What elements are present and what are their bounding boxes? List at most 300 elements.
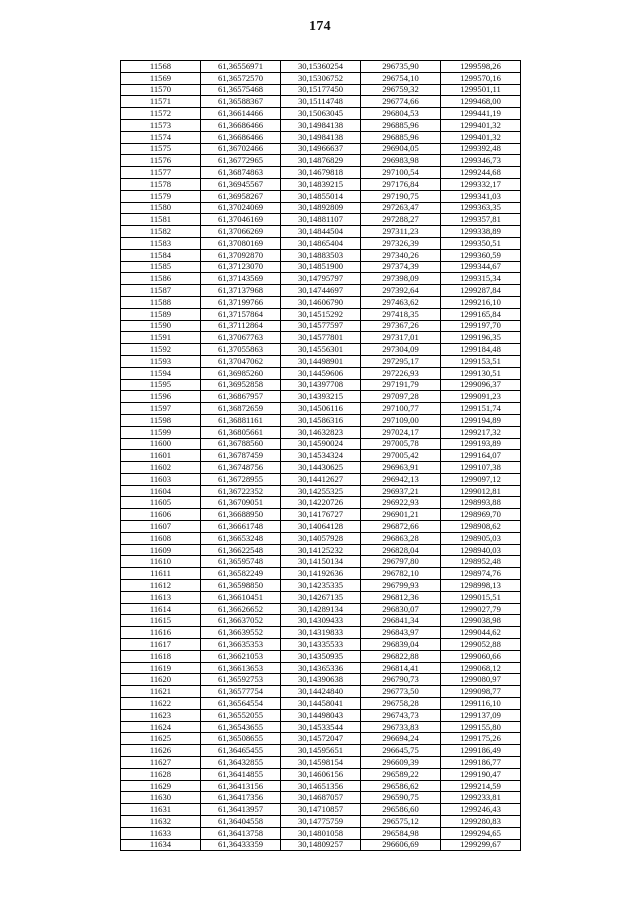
longitude-cell: 30,14844504 bbox=[281, 226, 361, 238]
latitude-cell: 61,36621053 bbox=[201, 650, 281, 662]
longitude-cell: 30,14839215 bbox=[281, 178, 361, 190]
longitude-cell: 30,14192636 bbox=[281, 568, 361, 580]
table-row bbox=[121, 426, 521, 438]
latitude-cell: 61,36598850 bbox=[201, 580, 281, 592]
table-row bbox=[121, 816, 521, 828]
point-number-cell: 11625 bbox=[121, 733, 201, 745]
latitude-cell: 61,36805661 bbox=[201, 426, 281, 438]
point-number-cell: 11621 bbox=[121, 686, 201, 698]
longitude-cell: 30,14606790 bbox=[281, 296, 361, 308]
x-coordinate-cell: 296872,66 bbox=[361, 521, 441, 533]
longitude-cell: 30,14556301 bbox=[281, 344, 361, 356]
latitude-cell: 61,36588367 bbox=[201, 96, 281, 108]
y-coordinate-cell: 1299363,35 bbox=[441, 202, 521, 214]
x-coordinate-cell: 297190,75 bbox=[361, 190, 441, 202]
latitude-cell: 61,36686466 bbox=[201, 131, 281, 143]
table-row bbox=[121, 167, 521, 179]
x-coordinate-cell: 296743,73 bbox=[361, 709, 441, 721]
table-row bbox=[121, 367, 521, 379]
longitude-cell: 30,15114748 bbox=[281, 96, 361, 108]
coordinates-table bbox=[120, 60, 521, 851]
point-number-cell: 11616 bbox=[121, 627, 201, 639]
point-number-cell: 11617 bbox=[121, 639, 201, 651]
point-number-cell: 11605 bbox=[121, 497, 201, 509]
point-number-cell: 11574 bbox=[121, 131, 201, 143]
table-row bbox=[121, 320, 521, 332]
y-coordinate-cell: 1299197,70 bbox=[441, 320, 521, 332]
latitude-cell: 61,36413957 bbox=[201, 804, 281, 816]
y-coordinate-cell: 1299341,03 bbox=[441, 190, 521, 202]
x-coordinate-cell: 297191,79 bbox=[361, 379, 441, 391]
latitude-cell: 61,36722352 bbox=[201, 485, 281, 497]
table-row bbox=[121, 509, 521, 521]
y-coordinate-cell: 1299153,51 bbox=[441, 355, 521, 367]
longitude-cell: 30,14350935 bbox=[281, 650, 361, 662]
latitude-cell: 61,36613653 bbox=[201, 662, 281, 674]
x-coordinate-cell: 296733,83 bbox=[361, 721, 441, 733]
table-row bbox=[121, 96, 521, 108]
table-row bbox=[121, 143, 521, 155]
longitude-cell: 30,14966637 bbox=[281, 143, 361, 155]
point-number-cell: 11611 bbox=[121, 568, 201, 580]
longitude-cell: 30,14679818 bbox=[281, 167, 361, 179]
y-coordinate-cell: 1299468,00 bbox=[441, 96, 521, 108]
x-coordinate-cell: 297340,26 bbox=[361, 249, 441, 261]
x-coordinate-cell: 296841,34 bbox=[361, 615, 441, 627]
longitude-cell: 30,14393215 bbox=[281, 391, 361, 403]
point-number-cell: 11570 bbox=[121, 84, 201, 96]
x-coordinate-cell: 296589,22 bbox=[361, 768, 441, 780]
table-row bbox=[121, 591, 521, 603]
page-number: 174 bbox=[309, 19, 331, 34]
table-row bbox=[121, 214, 521, 226]
longitude-cell: 30,14687057 bbox=[281, 792, 361, 804]
table-row bbox=[121, 72, 521, 84]
table-row bbox=[121, 273, 521, 285]
latitude-cell: 61,36622548 bbox=[201, 544, 281, 556]
latitude-cell: 61,36577754 bbox=[201, 686, 281, 698]
point-number-cell: 11589 bbox=[121, 308, 201, 320]
point-number-cell: 11608 bbox=[121, 532, 201, 544]
table-row bbox=[121, 296, 521, 308]
table-row bbox=[121, 497, 521, 509]
point-number-cell: 11593 bbox=[121, 355, 201, 367]
x-coordinate-cell: 296904,05 bbox=[361, 143, 441, 155]
y-coordinate-cell: 1299155,80 bbox=[441, 721, 521, 733]
y-coordinate-cell: 1299190,47 bbox=[441, 768, 521, 780]
table-row bbox=[121, 285, 521, 297]
point-number-cell: 11597 bbox=[121, 403, 201, 415]
y-coordinate-cell: 1299164,07 bbox=[441, 450, 521, 462]
latitude-cell: 61,36709051 bbox=[201, 497, 281, 509]
y-coordinate-cell: 1298993,88 bbox=[441, 497, 521, 509]
point-number-cell: 11622 bbox=[121, 698, 201, 710]
longitude-cell: 30,14881107 bbox=[281, 214, 361, 226]
x-coordinate-cell: 297304,09 bbox=[361, 344, 441, 356]
table-row bbox=[121, 438, 521, 450]
x-coordinate-cell: 297226,93 bbox=[361, 367, 441, 379]
y-coordinate-cell: 1299338,89 bbox=[441, 226, 521, 238]
y-coordinate-cell: 1298908,62 bbox=[441, 521, 521, 533]
latitude-cell: 61,36945567 bbox=[201, 178, 281, 190]
point-number-cell: 11627 bbox=[121, 757, 201, 769]
x-coordinate-cell: 297109,00 bbox=[361, 414, 441, 426]
point-number-cell: 11573 bbox=[121, 119, 201, 131]
x-coordinate-cell: 296694,24 bbox=[361, 733, 441, 745]
point-number-cell: 11634 bbox=[121, 839, 201, 851]
table-row bbox=[121, 379, 521, 391]
y-coordinate-cell: 1299027,79 bbox=[441, 603, 521, 615]
longitude-cell: 30,14309433 bbox=[281, 615, 361, 627]
longitude-cell: 30,14984138 bbox=[281, 131, 361, 143]
x-coordinate-cell: 297288,27 bbox=[361, 214, 441, 226]
longitude-cell: 30,14064128 bbox=[281, 521, 361, 533]
point-number-cell: 11613 bbox=[121, 591, 201, 603]
longitude-cell: 30,14498043 bbox=[281, 709, 361, 721]
latitude-cell: 61,36958267 bbox=[201, 190, 281, 202]
table-row bbox=[121, 627, 521, 639]
y-coordinate-cell: 1299107,38 bbox=[441, 462, 521, 474]
point-number-cell: 11594 bbox=[121, 367, 201, 379]
y-coordinate-cell: 1298998,13 bbox=[441, 580, 521, 592]
table-row bbox=[121, 202, 521, 214]
longitude-cell: 30,14255325 bbox=[281, 485, 361, 497]
latitude-cell: 61,36552055 bbox=[201, 709, 281, 721]
point-number-cell: 11586 bbox=[121, 273, 201, 285]
point-number-cell: 11578 bbox=[121, 178, 201, 190]
latitude-cell: 61,36661748 bbox=[201, 521, 281, 533]
y-coordinate-cell: 1299137,09 bbox=[441, 709, 521, 721]
table-row bbox=[121, 603, 521, 615]
table-row bbox=[121, 615, 521, 627]
point-number-cell: 11615 bbox=[121, 615, 201, 627]
x-coordinate-cell: 297311,23 bbox=[361, 226, 441, 238]
longitude-cell: 30,14577597 bbox=[281, 320, 361, 332]
point-number-cell: 11619 bbox=[121, 662, 201, 674]
y-coordinate-cell: 1299098,77 bbox=[441, 686, 521, 698]
x-coordinate-cell: 297263,47 bbox=[361, 202, 441, 214]
x-coordinate-cell: 296885,96 bbox=[361, 131, 441, 143]
latitude-cell: 61,36404558 bbox=[201, 816, 281, 828]
y-coordinate-cell: 1299570,16 bbox=[441, 72, 521, 84]
longitude-cell: 30,14459606 bbox=[281, 367, 361, 379]
x-coordinate-cell: 296773,50 bbox=[361, 686, 441, 698]
y-coordinate-cell: 1299350,51 bbox=[441, 237, 521, 249]
latitude-cell: 61,36637052 bbox=[201, 615, 281, 627]
table-row bbox=[121, 757, 521, 769]
y-coordinate-cell: 1299294,65 bbox=[441, 827, 521, 839]
table-row bbox=[121, 721, 521, 733]
table-row bbox=[121, 414, 521, 426]
longitude-cell: 30,14809257 bbox=[281, 839, 361, 851]
y-coordinate-cell: 1299392,48 bbox=[441, 143, 521, 155]
point-number-cell: 11585 bbox=[121, 261, 201, 273]
table-row bbox=[121, 155, 521, 167]
table-row bbox=[121, 568, 521, 580]
latitude-cell: 61,37199766 bbox=[201, 296, 281, 308]
point-number-cell: 11587 bbox=[121, 285, 201, 297]
table-row bbox=[121, 344, 521, 356]
latitude-cell: 61,36728955 bbox=[201, 473, 281, 485]
longitude-cell: 30,14775759 bbox=[281, 816, 361, 828]
table-row bbox=[121, 391, 521, 403]
latitude-cell: 61,36788560 bbox=[201, 438, 281, 450]
table-row bbox=[121, 780, 521, 792]
table-row bbox=[121, 792, 521, 804]
longitude-cell: 30,14220726 bbox=[281, 497, 361, 509]
y-coordinate-cell: 1299441,19 bbox=[441, 108, 521, 120]
latitude-cell: 61,37157864 bbox=[201, 308, 281, 320]
point-number-cell: 11595 bbox=[121, 379, 201, 391]
latitude-cell: 61,36592753 bbox=[201, 674, 281, 686]
y-coordinate-cell: 1299401,32 bbox=[441, 119, 521, 131]
longitude-cell: 30,14150134 bbox=[281, 556, 361, 568]
x-coordinate-cell: 296782,10 bbox=[361, 568, 441, 580]
x-coordinate-cell: 297176,84 bbox=[361, 178, 441, 190]
longitude-cell: 30,14801058 bbox=[281, 827, 361, 839]
point-number-cell: 11575 bbox=[121, 143, 201, 155]
point-number-cell: 11577 bbox=[121, 167, 201, 179]
y-coordinate-cell: 1298974,76 bbox=[441, 568, 521, 580]
y-coordinate-cell: 1299060,66 bbox=[441, 650, 521, 662]
y-coordinate-cell: 1299598,26 bbox=[441, 61, 521, 73]
table-row bbox=[121, 226, 521, 238]
point-number-cell: 11631 bbox=[121, 804, 201, 816]
point-number-cell: 11630 bbox=[121, 792, 201, 804]
latitude-cell: 61,36872659 bbox=[201, 403, 281, 415]
latitude-cell: 61,37046169 bbox=[201, 214, 281, 226]
y-coordinate-cell: 1299344,67 bbox=[441, 261, 521, 273]
latitude-cell: 61,37066269 bbox=[201, 226, 281, 238]
table-row bbox=[121, 108, 521, 120]
point-number-cell: 11628 bbox=[121, 768, 201, 780]
latitude-cell: 61,36874863 bbox=[201, 167, 281, 179]
latitude-cell: 61,36772965 bbox=[201, 155, 281, 167]
latitude-cell: 61,36556971 bbox=[201, 61, 281, 73]
x-coordinate-cell: 296983,98 bbox=[361, 155, 441, 167]
x-coordinate-cell: 296830,07 bbox=[361, 603, 441, 615]
latitude-cell: 61,36653248 bbox=[201, 532, 281, 544]
latitude-cell: 61,36595748 bbox=[201, 556, 281, 568]
longitude-cell: 30,15063045 bbox=[281, 108, 361, 120]
point-number-cell: 11614 bbox=[121, 603, 201, 615]
point-number-cell: 11602 bbox=[121, 462, 201, 474]
point-number-cell: 11609 bbox=[121, 544, 201, 556]
latitude-cell: 61,36508655 bbox=[201, 733, 281, 745]
point-number-cell: 11629 bbox=[121, 780, 201, 792]
y-coordinate-cell: 1299332,17 bbox=[441, 178, 521, 190]
point-number-cell: 11582 bbox=[121, 226, 201, 238]
point-number-cell: 11607 bbox=[121, 521, 201, 533]
table-row bbox=[121, 473, 521, 485]
longitude-cell: 30,14572047 bbox=[281, 733, 361, 745]
latitude-cell: 61,37055863 bbox=[201, 344, 281, 356]
x-coordinate-cell: 296590,75 bbox=[361, 792, 441, 804]
x-coordinate-cell: 296942,13 bbox=[361, 473, 441, 485]
x-coordinate-cell: 296822,88 bbox=[361, 650, 441, 662]
x-coordinate-cell: 296814,41 bbox=[361, 662, 441, 674]
y-coordinate-cell: 1299214,59 bbox=[441, 780, 521, 792]
point-number-cell: 11576 bbox=[121, 155, 201, 167]
x-coordinate-cell: 296937,21 bbox=[361, 485, 441, 497]
x-coordinate-cell: 297005,78 bbox=[361, 438, 441, 450]
table-row bbox=[121, 249, 521, 261]
x-coordinate-cell: 296812,36 bbox=[361, 591, 441, 603]
latitude-cell: 61,37112864 bbox=[201, 320, 281, 332]
table-row bbox=[121, 261, 521, 273]
x-coordinate-cell: 297398,09 bbox=[361, 273, 441, 285]
point-number-cell: 11620 bbox=[121, 674, 201, 686]
y-coordinate-cell: 1299165,84 bbox=[441, 308, 521, 320]
table-row bbox=[121, 237, 521, 249]
y-coordinate-cell: 1299080,97 bbox=[441, 674, 521, 686]
x-coordinate-cell: 296759,32 bbox=[361, 84, 441, 96]
y-coordinate-cell: 1299244,68 bbox=[441, 167, 521, 179]
longitude-cell: 30,14598154 bbox=[281, 757, 361, 769]
latitude-cell: 61,36985260 bbox=[201, 367, 281, 379]
longitude-cell: 30,14606156 bbox=[281, 768, 361, 780]
point-number-cell: 11596 bbox=[121, 391, 201, 403]
table-row bbox=[121, 650, 521, 662]
y-coordinate-cell: 1299360,59 bbox=[441, 249, 521, 261]
longitude-cell: 30,14744697 bbox=[281, 285, 361, 297]
y-coordinate-cell: 1299130,51 bbox=[441, 367, 521, 379]
y-coordinate-cell: 1298969,70 bbox=[441, 509, 521, 521]
longitude-cell: 30,14365336 bbox=[281, 662, 361, 674]
x-coordinate-cell: 297024,17 bbox=[361, 426, 441, 438]
x-coordinate-cell: 297100,77 bbox=[361, 403, 441, 415]
point-number-cell: 11592 bbox=[121, 344, 201, 356]
y-coordinate-cell: 1299015,51 bbox=[441, 591, 521, 603]
y-coordinate-cell: 1299299,67 bbox=[441, 839, 521, 851]
latitude-cell: 61,36413758 bbox=[201, 827, 281, 839]
latitude-cell: 61,36572570 bbox=[201, 72, 281, 84]
table-row bbox=[121, 698, 521, 710]
point-number-cell: 11624 bbox=[121, 721, 201, 733]
x-coordinate-cell: 297367,26 bbox=[361, 320, 441, 332]
x-coordinate-cell: 296901,21 bbox=[361, 509, 441, 521]
y-coordinate-cell: 1299116,10 bbox=[441, 698, 521, 710]
latitude-cell: 61,36414855 bbox=[201, 768, 281, 780]
longitude-cell: 30,14865404 bbox=[281, 237, 361, 249]
latitude-cell: 61,37067763 bbox=[201, 332, 281, 344]
latitude-cell: 61,36635353 bbox=[201, 639, 281, 651]
x-coordinate-cell: 296863,28 bbox=[361, 532, 441, 544]
x-coordinate-cell: 296754,10 bbox=[361, 72, 441, 84]
y-coordinate-cell: 1299091,23 bbox=[441, 391, 521, 403]
longitude-cell: 30,14984138 bbox=[281, 119, 361, 131]
point-number-cell: 11603 bbox=[121, 473, 201, 485]
latitude-cell: 61,37092870 bbox=[201, 249, 281, 261]
x-coordinate-cell: 296922,93 bbox=[361, 497, 441, 509]
latitude-cell: 61,36686466 bbox=[201, 119, 281, 131]
longitude-cell: 30,14595651 bbox=[281, 745, 361, 757]
point-number-cell: 11600 bbox=[121, 438, 201, 450]
table-row bbox=[121, 827, 521, 839]
latitude-cell: 61,36575468 bbox=[201, 84, 281, 96]
table-row bbox=[121, 532, 521, 544]
point-number-cell: 11569 bbox=[121, 72, 201, 84]
point-number-cell: 11612 bbox=[121, 580, 201, 592]
point-number-cell: 11610 bbox=[121, 556, 201, 568]
longitude-cell: 30,15360254 bbox=[281, 61, 361, 73]
longitude-cell: 30,14533544 bbox=[281, 721, 361, 733]
point-number-cell: 11591 bbox=[121, 332, 201, 344]
latitude-cell: 61,37123070 bbox=[201, 261, 281, 273]
table-row bbox=[121, 556, 521, 568]
latitude-cell: 61,37080169 bbox=[201, 237, 281, 249]
latitude-cell: 61,36881161 bbox=[201, 414, 281, 426]
point-number-cell: 11588 bbox=[121, 296, 201, 308]
y-coordinate-cell: 1298940,03 bbox=[441, 544, 521, 556]
latitude-cell: 61,37047062 bbox=[201, 355, 281, 367]
y-coordinate-cell: 1299151,74 bbox=[441, 403, 521, 415]
y-coordinate-cell: 1299346,73 bbox=[441, 155, 521, 167]
latitude-cell: 61,36626652 bbox=[201, 603, 281, 615]
latitude-cell: 61,36465455 bbox=[201, 745, 281, 757]
y-coordinate-cell: 1299217,32 bbox=[441, 426, 521, 438]
x-coordinate-cell: 296828,04 bbox=[361, 544, 441, 556]
latitude-cell: 61,36543655 bbox=[201, 721, 281, 733]
y-coordinate-cell: 1299097,12 bbox=[441, 473, 521, 485]
table-row bbox=[121, 355, 521, 367]
x-coordinate-cell: 296758,28 bbox=[361, 698, 441, 710]
x-coordinate-cell: 296885,96 bbox=[361, 119, 441, 131]
point-number-cell: 11604 bbox=[121, 485, 201, 497]
y-coordinate-cell: 1299186,49 bbox=[441, 745, 521, 757]
longitude-cell: 30,14412627 bbox=[281, 473, 361, 485]
longitude-cell: 30,14534324 bbox=[281, 450, 361, 462]
y-coordinate-cell: 1298952,48 bbox=[441, 556, 521, 568]
table-row bbox=[121, 733, 521, 745]
table-row bbox=[121, 61, 521, 73]
table-row bbox=[121, 580, 521, 592]
latitude-cell: 61,36787459 bbox=[201, 450, 281, 462]
x-coordinate-cell: 296799,93 bbox=[361, 580, 441, 592]
latitude-cell: 61,36413156 bbox=[201, 780, 281, 792]
latitude-cell: 61,36748756 bbox=[201, 462, 281, 474]
y-coordinate-cell: 1299357,81 bbox=[441, 214, 521, 226]
x-coordinate-cell: 296963,91 bbox=[361, 462, 441, 474]
x-coordinate-cell: 296586,62 bbox=[361, 780, 441, 792]
table-row bbox=[121, 804, 521, 816]
x-coordinate-cell: 297005,42 bbox=[361, 450, 441, 462]
table-row bbox=[121, 745, 521, 757]
point-number-cell: 11623 bbox=[121, 709, 201, 721]
longitude-cell: 30,14498901 bbox=[281, 355, 361, 367]
point-number-cell: 11618 bbox=[121, 650, 201, 662]
longitude-cell: 30,14458041 bbox=[281, 698, 361, 710]
x-coordinate-cell: 297097,28 bbox=[361, 391, 441, 403]
longitude-cell: 30,14710857 bbox=[281, 804, 361, 816]
table-row bbox=[121, 768, 521, 780]
table-row bbox=[121, 84, 521, 96]
x-coordinate-cell: 296645,75 bbox=[361, 745, 441, 757]
longitude-cell: 30,14335533 bbox=[281, 639, 361, 651]
x-coordinate-cell: 297317,01 bbox=[361, 332, 441, 344]
longitude-cell: 30,14390638 bbox=[281, 674, 361, 686]
latitude-cell: 61,36432855 bbox=[201, 757, 281, 769]
longitude-cell: 30,14176727 bbox=[281, 509, 361, 521]
y-coordinate-cell: 1299052,88 bbox=[441, 639, 521, 651]
table-row bbox=[121, 521, 521, 533]
x-coordinate-cell: 296609,39 bbox=[361, 757, 441, 769]
y-coordinate-cell: 1299315,34 bbox=[441, 273, 521, 285]
y-coordinate-cell: 1299280,83 bbox=[441, 816, 521, 828]
latitude-cell: 61,36614466 bbox=[201, 108, 281, 120]
x-coordinate-cell: 296586,60 bbox=[361, 804, 441, 816]
point-number-cell: 11584 bbox=[121, 249, 201, 261]
